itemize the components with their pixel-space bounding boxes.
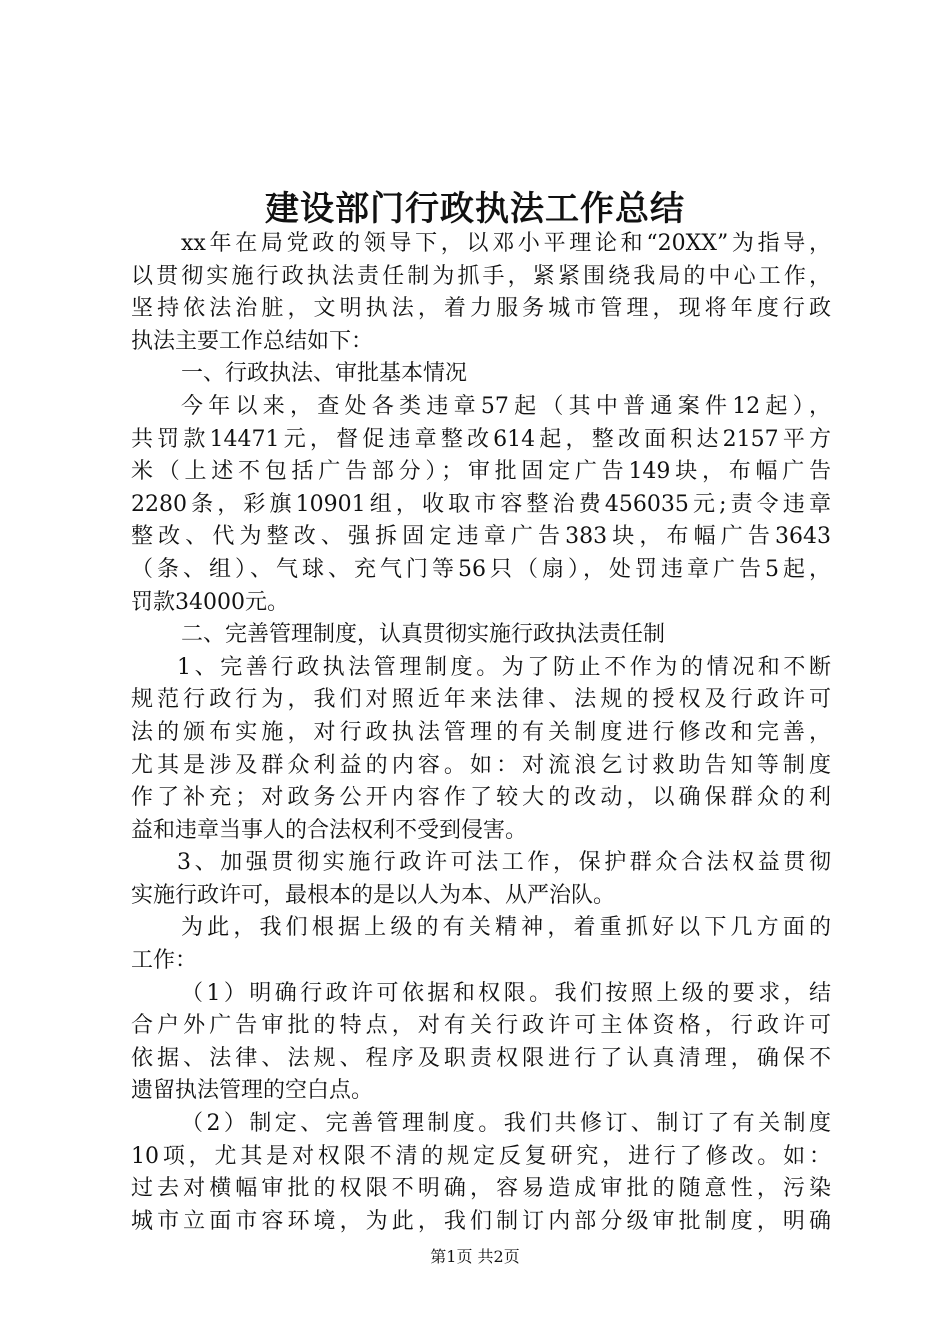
document-body (131, 228, 831, 1238)
text-line: 执法主要工作总结如下： (131, 328, 374, 354)
text-line: 尤其是涉及群众利益的内容。如：对流浪乞讨救助告知等制度 (131, 752, 831, 778)
document-title: 建设部门行政执法工作总结 (265, 189, 685, 229)
text-line: 罚款34000元。 (131, 589, 289, 615)
text-line: 合户外广告审批的特点，对有关行政许可主体资格，行政许可 (131, 1013, 831, 1039)
page-footer: 第1页 共2页 (430, 1247, 520, 1266)
text-line: （1）明确行政许可依据和权限。我们按照上级的要求，结 (181, 980, 831, 1006)
text-line: 今年以来，查处各类违章57起（其中普通案件12起）， (181, 393, 831, 419)
text-line: 益和违章当事人的合法权利不受到侵害。 (131, 817, 528, 843)
text-line: 以贯彻实施行政执法责任制为抓手，紧紧围绕我局的中心工作， (131, 263, 831, 289)
text-line: 城市立面市容环境，为此，我们制订内部分级审批制度，明确 (131, 1208, 831, 1234)
text-line: xx年在局党政的领导下，以邓小平理论和“20XX”为指导， (181, 231, 831, 256)
text-line: 工作： (131, 948, 198, 974)
text-line: 共罚款14471元，督促违章整改614起，整改面积达2157平方 (131, 426, 831, 452)
text-line: 依据、法律、法规、程序及职责权限进行了认真清理，确保不 (131, 1045, 831, 1071)
text-line: 法的颁布实施，对行政执法管理的有关制度进行修改和完善， (131, 719, 831, 745)
text-line: 遗留执法管理的空白点。 (131, 1078, 374, 1104)
text-line: 2280条，彩旗10901组，收取市容整治费456035元;责令违章 (131, 491, 831, 517)
text-line: 3、加强贯彻实施行政许可法工作，保护群众合法权益贯彻 (177, 850, 831, 876)
text-line: （2）制定、完善管理制度。我们共修订、制订了有关制度 (181, 1111, 831, 1137)
text-line: 米（上述不包括广告部分）；审批固定广告149块，布幅广告 (131, 459, 831, 485)
text-line: （条、组）、气球、充气门等56只（扇），处罚违章广告5起， (131, 556, 831, 582)
text-line: 坚持依法治脏，文明执法，着力服务城市管理，现将年度行政 (131, 296, 831, 322)
text-line: 过去对横幅审批的权限不明确，容易造成审批的随意性，污染 (131, 1176, 831, 1202)
text-line: 1、完善行政执法管理制度。为了防止不作为的情况和不断 (177, 654, 831, 680)
text-line: 实施行政许可，最根本的是以人为本、从严治队。 (131, 882, 616, 908)
text-line: 二、完善管理制度，认真贯彻实施行政执法责任制 (181, 622, 666, 648)
text-line: 10项，尤其是对权限不清的规定反复研究，进行了修改。如： (131, 1143, 831, 1169)
text-line: 整改、代为整改、强拆固定违章广告383块，布幅广告3643 (131, 524, 831, 550)
text-line: 规范行政行为，我们对照近年来法律、法规的授权及行政许可 (131, 687, 831, 713)
text-line: 为此，我们根据上级的有关精神，着重抓好以下几方面的 (181, 915, 831, 941)
text-line: 一、行政执法、审批基本情况 (181, 361, 468, 387)
text-line: 作了补充；对政务公开内容作了较大的改动，以确保群众的利 (131, 785, 831, 811)
